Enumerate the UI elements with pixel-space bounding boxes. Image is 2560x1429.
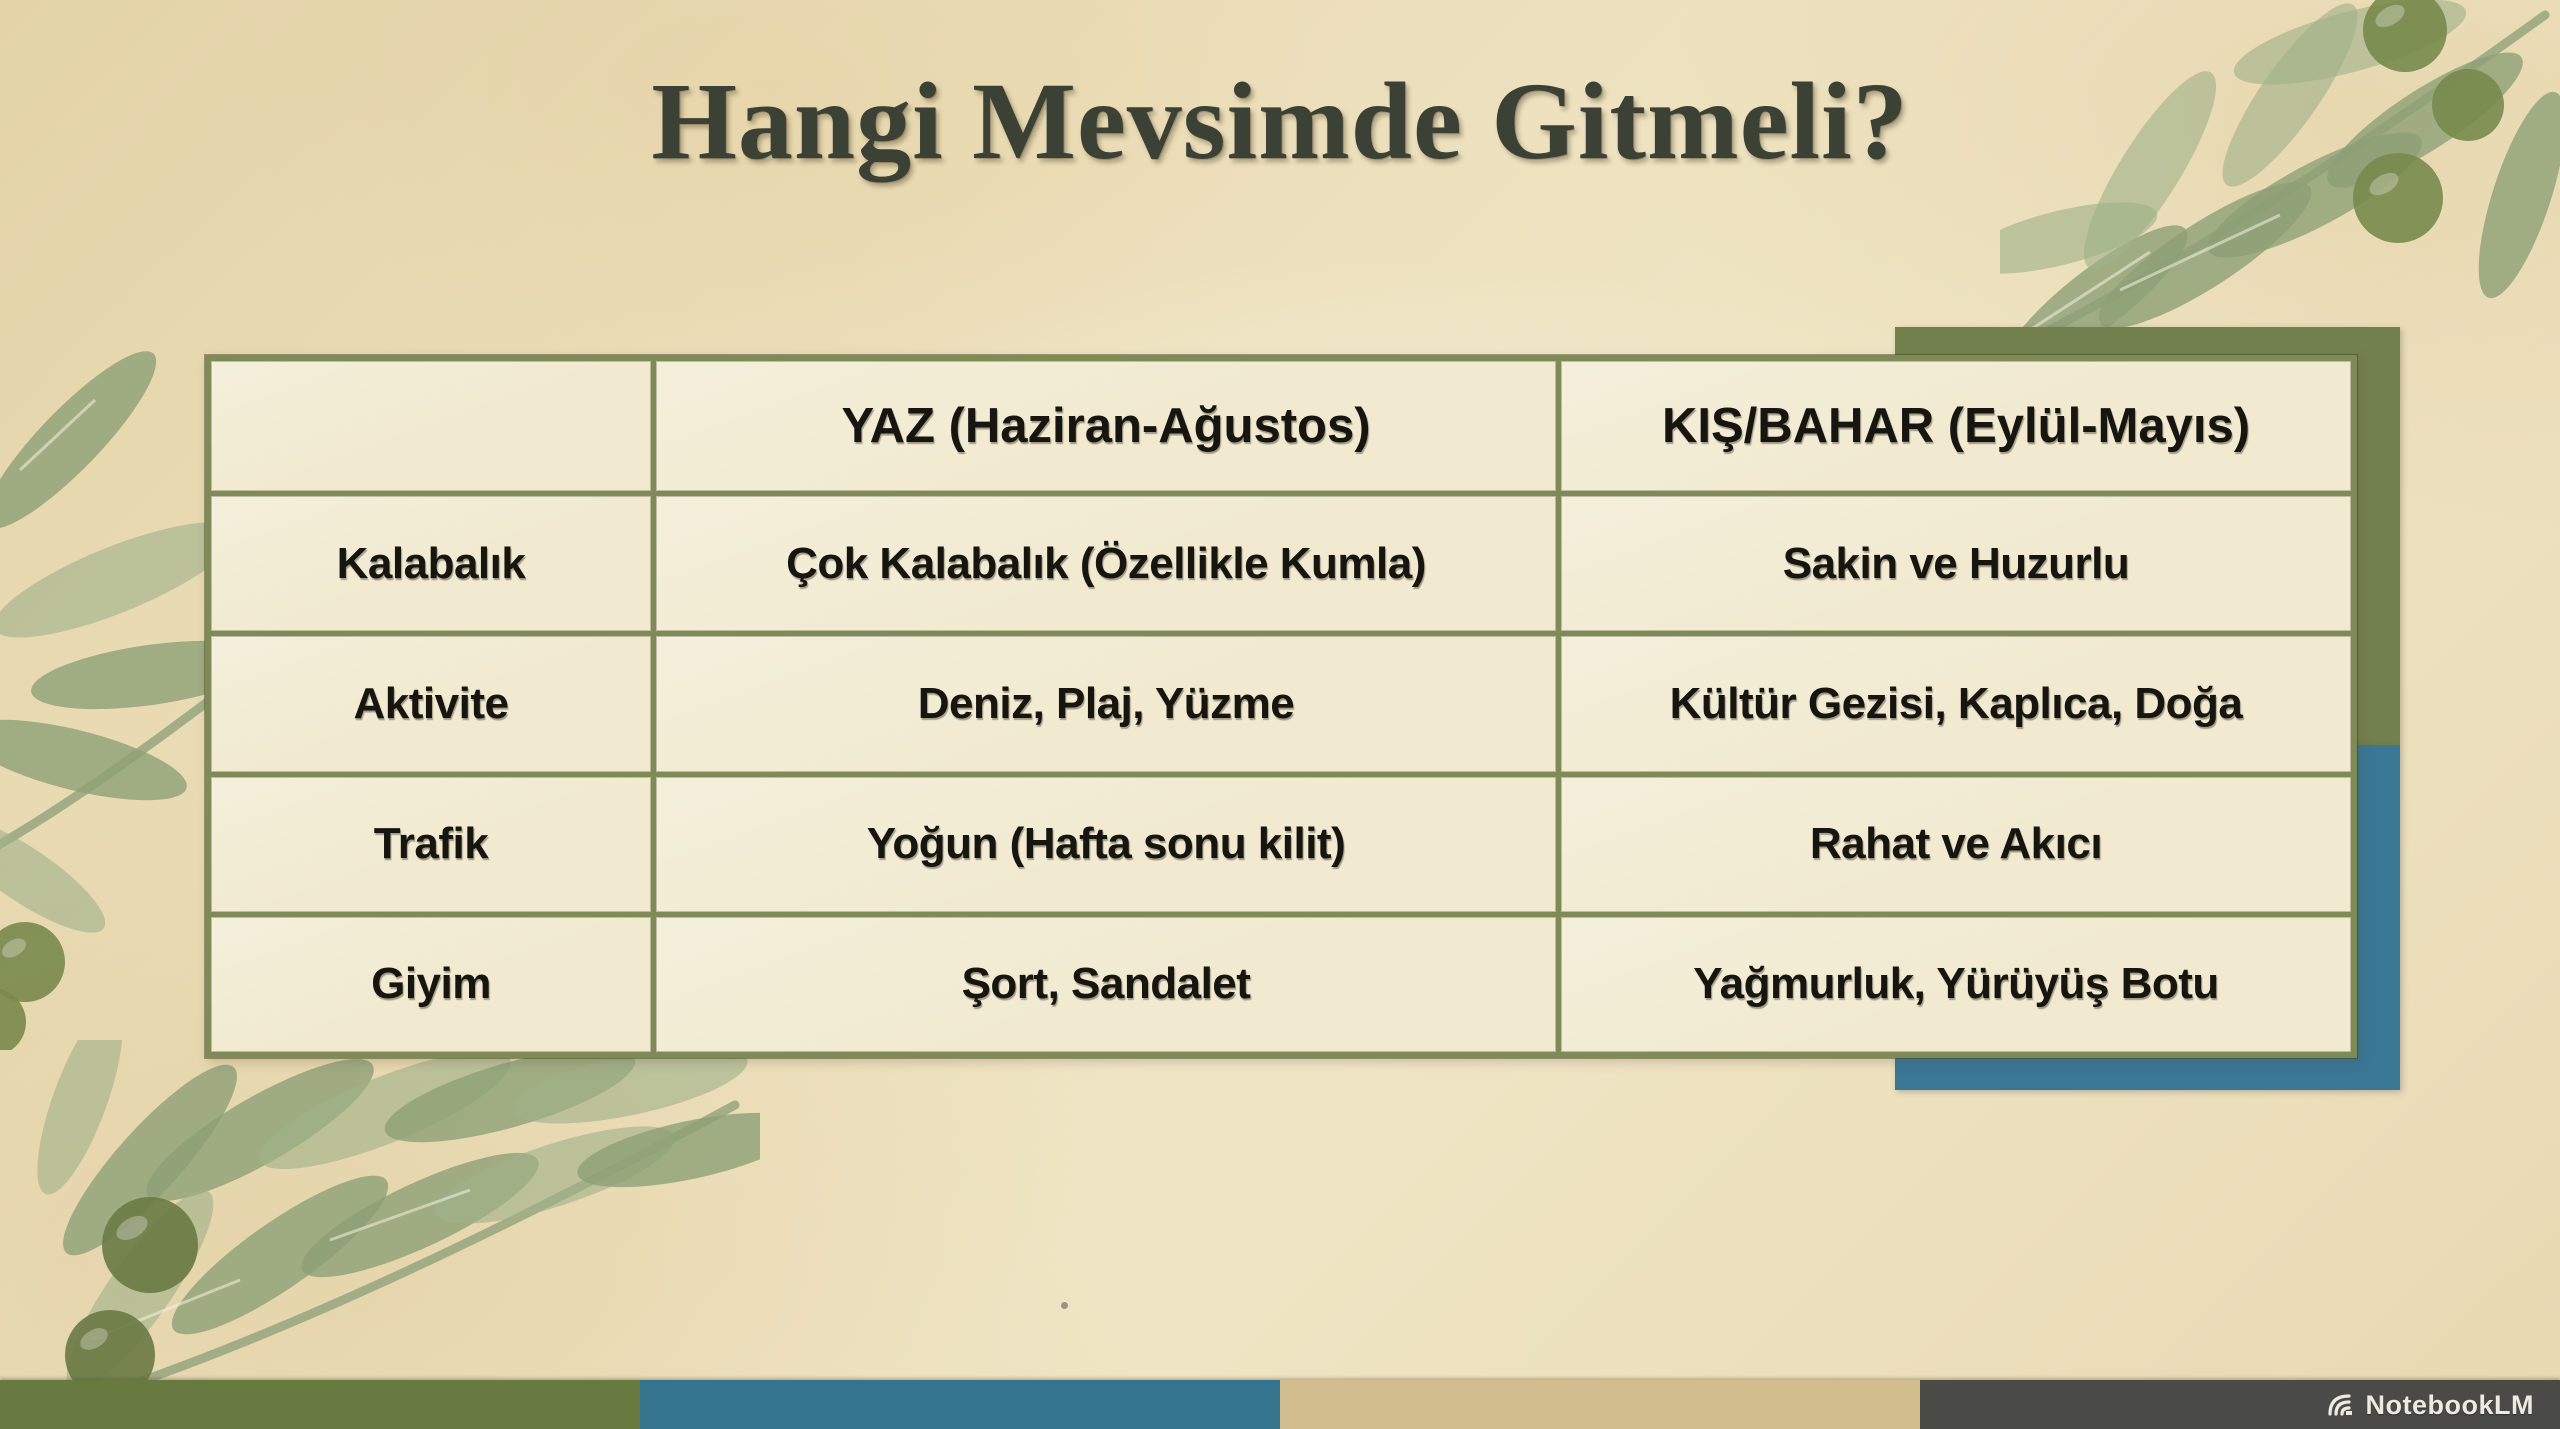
notebooklm-label: NotebookLM: [2365, 1389, 2534, 1420]
table-row-label: Trafik: [211, 777, 651, 912]
paper-speck: [1061, 1302, 1068, 1309]
footer-bar-segment-blue: [640, 1380, 1280, 1429]
footer-bar-segment-olive: [0, 1380, 640, 1429]
footer-bar: [0, 1380, 2560, 1429]
notebooklm-watermark: [2326, 1389, 2534, 1421]
table-row-label: Aktivite: [211, 636, 651, 771]
table-cell: Sakin ve Huzurlu: [1561, 496, 2351, 631]
footer-bar-segment-tan: [1280, 1380, 1920, 1429]
table-header-cell-yaz: YAZ (Haziran-Ağustos): [656, 361, 1556, 491]
table-header-cell-kis-bahar: KIŞ/BAHAR (Eylül-Mayıs): [1561, 361, 2351, 491]
table-cell: Deniz, Plaj, Yüzme: [656, 636, 1556, 771]
table-row-label: Giyim: [211, 917, 651, 1052]
notebooklm-icon: [2326, 1390, 2356, 1420]
table-cell: Rahat ve Akıcı: [1561, 777, 2351, 912]
table-row-label: Kalabalık: [211, 496, 651, 631]
table-cell: Çok Kalabalık (Özellikle Kumla): [656, 496, 1556, 631]
season-table: [205, 355, 2357, 1058]
table-cell: Yoğun (Hafta sonu kilit): [656, 777, 1556, 912]
table-cell: Kültür Gezisi, Kaplıca, Doğa: [1561, 636, 2351, 771]
olive-branch-bottom-left-image: [0, 1040, 760, 1429]
table-cell: Şort, Sandalet: [656, 917, 1556, 1052]
table-header-cell-empty: [211, 361, 651, 491]
table-cell: Yağmurluk, Yürüyüş Botu: [1561, 917, 2351, 1052]
page-title: Hangi Mevsimde Gitmeli?: [651, 60, 1909, 182]
